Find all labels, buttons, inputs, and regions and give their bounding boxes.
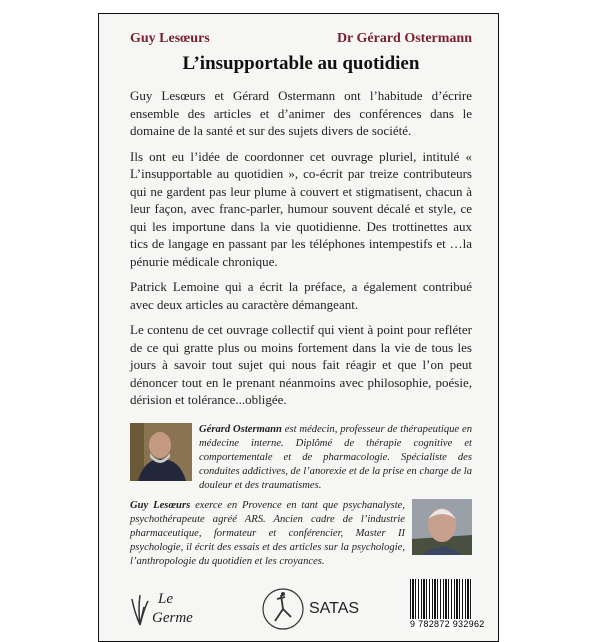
logo-text-germe: Germe (152, 609, 193, 626)
author-right: Dr Gérard Ostermann (336, 31, 472, 46)
paragraph-2: Ils ont eu l’idée de coordonner cet ouvrage pluriel, intitulé « L’insupportable au quotidien », co-écrit par treize contributeurs qui ne gardent pas leur plume à couvert et stigmatisent, chacun à leur façon, avec franc-parler, humour souvent décalé et style, ce qui les importune dans la vie quotidienne. Des trottinettes aux tics de langage en passant par les téléphones intempestifs et …la pénurie médicale chronique. (130, 148, 472, 269)
book-title: L’insupportable au quotidien (182, 53, 420, 74)
authors-row (130, 31, 472, 47)
le-germe-logo (130, 591, 210, 631)
author-left: Guy Lesœurs (130, 31, 210, 46)
logo-text-satas: SATAS (308, 599, 360, 617)
isbn-barcode (410, 579, 485, 631)
paragraph-4: Le contenu de cet ouvrage collectif qui vient à point pour refléter de ce qui gratte plus ou moins fortement dans la vie de tous les jours à savoir tout sujet qui nous fait réagir et que l’on peut dénoncer tout en le prenant néanmoins avec philosophie, poésie, dérision et tolérance...obligée. (130, 322, 472, 407)
satas-logo (261, 587, 359, 631)
bio-name: Gérard Ostermann (199, 423, 282, 435)
photo-gerard-ostermann (130, 423, 192, 481)
bio-row-gerard (130, 423, 472, 493)
paragraph-3: Patrick Lemoine qui a écrit la préface, a également contribué avec deux articles au caractère démangeant. (130, 279, 472, 312)
bio-text: exerce en Provence en tant que psychanalyste, psychothérapeute agréé ARS. Ancien cadre de l’industrie pharmaceutique, formateur et conférencier, Master II psychologie, il écrit des essais et des articles sur la psychologie, l’anthropologie du quotidien et les croyances. (130, 499, 405, 567)
barcode-bars (410, 579, 472, 619)
dancer-circle-icon (261, 587, 305, 631)
bio-text: est médecin, professeur de thérapeutique en médecine interne. Diplômé de thérapie cognitive et comportementale et de pharmacologie. Spécialiste des conduites addictives, de l’anorexie et de la prise en charge de la douleur et des traumatismes. (199, 423, 472, 491)
isbn-number: 9 782872 932962 (410, 618, 485, 629)
photo-guy-lesoeurs (412, 499, 472, 555)
bio-gerard-ostermann (199, 423, 472, 493)
grass-icon (130, 595, 150, 627)
bio-name: Guy Lesœurs (130, 499, 191, 511)
logo-text-le: Le (158, 590, 173, 607)
logos-row (130, 579, 485, 631)
bio-row-guy (130, 499, 472, 569)
book-back-cover (98, 13, 499, 642)
bio-guy-lesoeurs (130, 499, 405, 569)
paragraph-1: Guy Lesœurs et Gérard Ostermann ont l’habitude d’écrire ensemble des articles et d’animer des conférences dans le domaine de la santé et sur des sujets divers de société. (130, 88, 472, 138)
